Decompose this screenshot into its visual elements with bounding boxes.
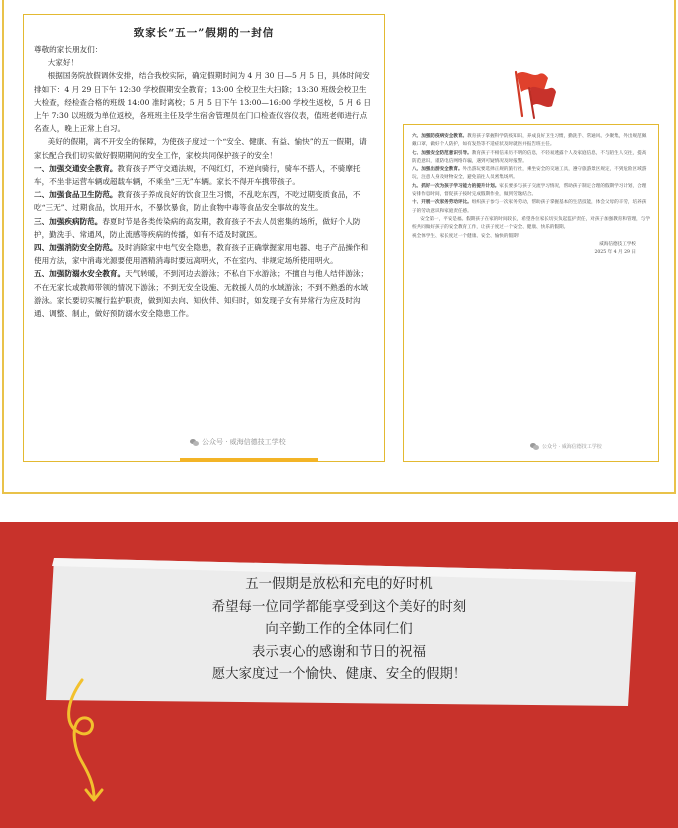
letter-item-3-head: 三、加强疾病防范。 bbox=[34, 216, 103, 226]
letter-item-3-body: 春夏时节是各类传染病的高发期，教育孩子不去人员密集的场所，做好个人防护，勤洗手、常通风，防止流感等疾病的传播，如有不适及时就医。 bbox=[34, 216, 361, 239]
letter2-item-8-head: 八、加强出游安全教育。 bbox=[412, 167, 463, 173]
red-flag-icon bbox=[508, 66, 558, 120]
letter2-item-10-body: 组织孩子参与一次家务劳动，帮助孩子掌握基本的生活技能，体会父母的辛劳，培养孩子的劳动意识和家庭责任感。 bbox=[412, 200, 647, 214]
letter2-item-9 bbox=[412, 183, 650, 200]
watermark-1-text: 公众号 · 威海信德技工学校 bbox=[202, 438, 286, 446]
curly-arrow-icon bbox=[60, 672, 120, 808]
page-1-underline bbox=[180, 458, 318, 462]
message-line-4: 表示衷心的感谢和节日的祝福 bbox=[251, 644, 427, 660]
letter-intro: 美好的假期，离不开安全的保障，为使孩子度过一个“安全、健康、有益、愉快”的五一假期，请家长配合我们切实做好假期期间的安全工作，家校共同保护孩子的安全！ bbox=[34, 137, 367, 160]
letter2-item-10-head: 十、开展一次家务劳动评比。 bbox=[412, 200, 472, 206]
letter-item-4 bbox=[34, 241, 374, 267]
letter2-item-9-head: 九、抓好一次为孩子学习能力的提升计划。 bbox=[412, 183, 500, 189]
letter-item-5 bbox=[34, 267, 374, 320]
letter2-item-8 bbox=[412, 166, 650, 183]
letter2-item-6-body: 教育孩子掌握科学防疫知识，养成良好卫生习惯，勤洗手、常通风、少聚集，外出规范佩戴口罩，做好个人防护，如有发热等不适症状及时就医并报告班主任。 bbox=[412, 134, 647, 148]
letter2-item-6-head: 六、加强防疫病安全教育。 bbox=[412, 134, 468, 139]
message-line-5: 愿大家度过一个愉快、健康、安全的假期！ bbox=[211, 667, 467, 682]
letter2-item-10 bbox=[412, 199, 650, 216]
letter-page-2 bbox=[403, 124, 659, 462]
letter2-date: 2025 年 4 月 29 日 bbox=[594, 250, 636, 256]
letter-item-5-body: 天气转暖，不到河边去游泳；不私自下水游泳；不擅自与他人结伴游泳；不在无家长或教师带领的情况下游泳；不到无安全设施、无救援人员的水域游泳；不到不熟悉的水域游泳。家长要切实履行监护职责，做到知去向、知伙伴、知归时，如发现子女有异常行为应及时沟通、调整、制止，做好预防溺水安全隐患工作。 bbox=[34, 269, 369, 319]
letter2-wish: 祝全体学生、家长度过一个健康、安全、愉快的假期！ bbox=[412, 233, 523, 239]
letter-schedule: 根据国务院放假调休安排，结合我校实际，确定假期时间为 4 月 30 日—5 月 5 日，具体时间安排如下：4 月 29 日下午 12:30 学校假期安全教育；13:00 全校卫生大扫除；13:30 班级会校卫生大检查，经检查合格的班级 14:00 准时离校；5 月 5 日下午 13:00—16:00 学校生返校，5 月 6 日上午 7:30 以班级为单位返校，各班班主任及学生宿舍管理员在门口检查仪容仪表，值班老师进行点名查人，晚上正常上自习。 bbox=[34, 71, 371, 134]
letter-item-4-head: 四、加强消防安全防范。 bbox=[34, 243, 118, 253]
wechat-icon bbox=[530, 443, 539, 450]
letter-page-1 bbox=[23, 14, 385, 462]
letter-item-1 bbox=[34, 162, 374, 188]
letter-greeting: 大家好！ bbox=[47, 58, 79, 68]
letter2-closing: 安全第一，平安是福。假期孩子在家的时间较长，希望各位家长切实负起监护责任，对孩子加强教育和管理，与学校共同做好孩子的安全教育工作，让孩子度过一个安全、健康、快乐的假期。 bbox=[412, 216, 650, 231]
watermark-1 bbox=[190, 437, 286, 447]
message-line-1: 五一假期是放松和充电的好时机 bbox=[245, 577, 433, 592]
letter-item-2-head: 二、加强食品卫生防范。 bbox=[34, 190, 118, 200]
letter-item-1-body: 教育孩子严守交通法规，不闯红灯，不逆向骑行，骑车不搭人，不骑摩托车，不坐非运营车辆或超载车辆，不乘坐“三无”车辆。家长不得开车携带孩子。 bbox=[34, 163, 361, 187]
red-banner bbox=[0, 522, 678, 828]
letter-item-2-body: 教育孩子养成良好的饮食卫生习惯，不乱吃东西，不吃过期变质食品，不吃“三无”、过期食品，饮用开水，不暴饮暴食，防止食物中毒等食品安全事故的发生。 bbox=[34, 190, 361, 213]
watermark-2 bbox=[530, 443, 602, 450]
letter2-item-8-body: 外出游玩要选择正规的旅行社，乘坐安全的交通工具，遵守旅游景区规定，不到危险区域游玩，注意人身及财物安全，避免前往人员密集场所。 bbox=[412, 167, 647, 181]
holiday-message bbox=[40, 574, 638, 687]
letter2-item-9-body: 家长要多与孩子交流学习情况，帮助孩子制定合理的假期学习计划，合理安排作息时间，督促孩子按时完成假期作业，做到劳逸结合。 bbox=[412, 183, 647, 198]
watermark-2-text: 公众号 · 威海信德技工学校 bbox=[542, 444, 602, 450]
message-line-3: 向辛勤工作的全体同仁们 bbox=[265, 622, 413, 637]
letter-item-1-head: 一、加强交通安全教育。 bbox=[34, 163, 118, 173]
letter-salutation: 尊敬的家长朋友们： bbox=[34, 45, 103, 54]
letter2-item-7-body: 教育孩子不相信来历不明的信息，不轻易透露个人及家庭信息，不与陌生人交往，提高防范意识，谨防电信网络诈骗，遇到可疑情况及时报警。 bbox=[412, 150, 647, 164]
wechat-icon bbox=[190, 439, 199, 446]
message-line-2: 希望每一位同学都能享受到这个美好的时刻 bbox=[211, 599, 467, 615]
letter-item-5-head: 五、加强防溺水安全教育。 bbox=[34, 269, 126, 279]
letter2-item-6 bbox=[412, 133, 650, 150]
letter2-item-7-head: 七、加强安全防范意识引导。 bbox=[412, 150, 472, 156]
letter-item-3 bbox=[34, 215, 374, 241]
letter-item-2 bbox=[34, 188, 374, 214]
letter-item-4-body: 及时消除家中电气安全隐患，教育孩子正确掌握家用电器、电子产品操作和使用方法，家中消毒光源要使用酒精消毒时要远离明火，不在室内、非规定场所使用明火。 bbox=[34, 243, 369, 266]
letter2-school: 威海信德技工学校 bbox=[599, 241, 636, 247]
letter-title: 致家长“五一”假期的一封信 bbox=[133, 27, 275, 39]
letter2-item-7 bbox=[412, 150, 650, 167]
